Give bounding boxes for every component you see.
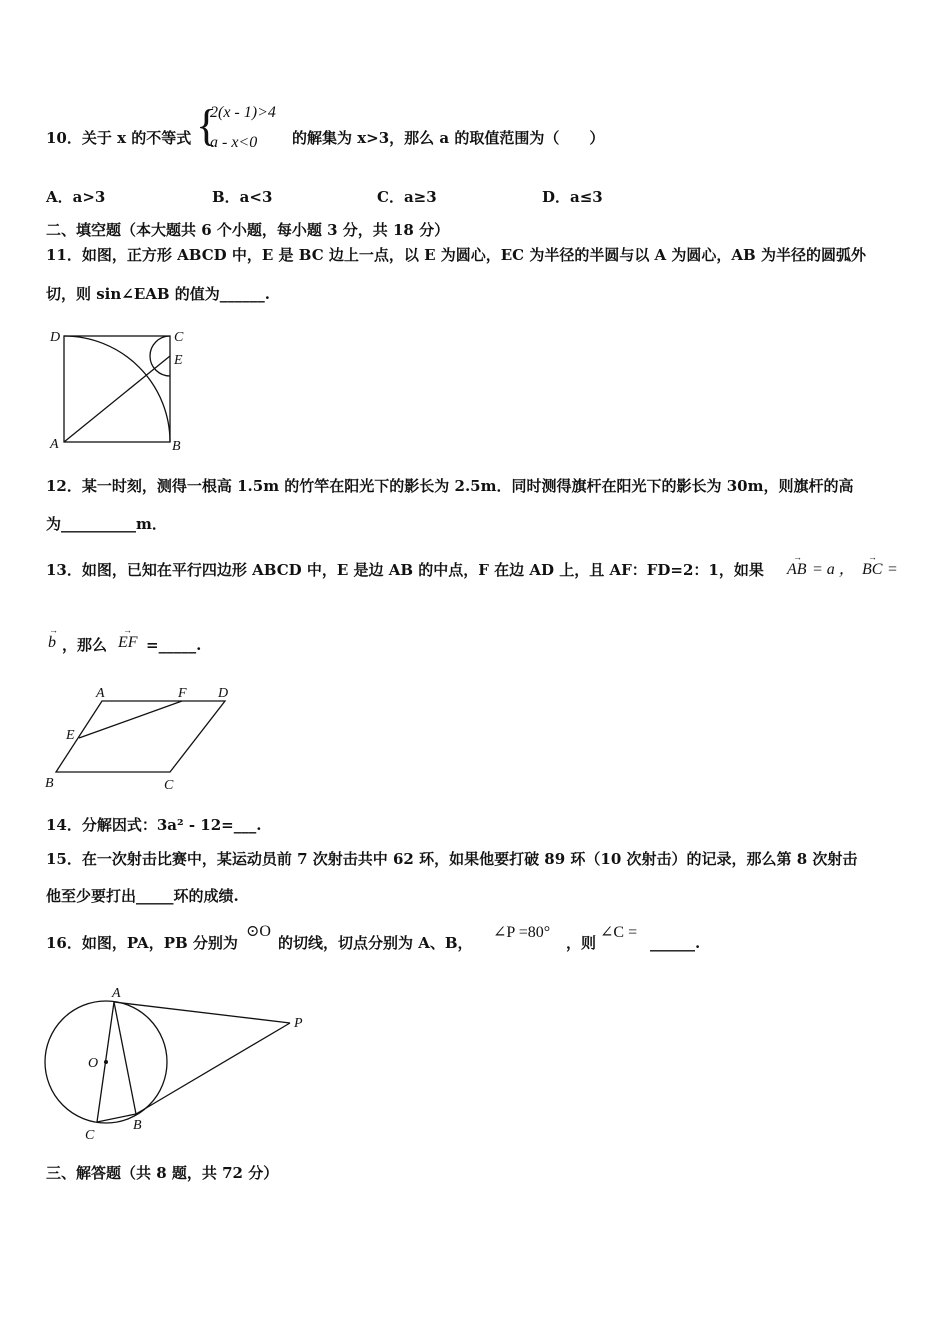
section2-heading: 二、填空题（本大题共 6 个小题，每小题 3 分，共 18 分） xyxy=(46,221,450,239)
q11-line1: 11．如图，正方形 ABCD 中，E 是 BC 边上一点，以 E 为圆心，EC 为半径的半圆与以 A 为圆心，AB 为半径的圆弧外 xyxy=(46,246,866,264)
label-b: B xyxy=(133,1118,142,1133)
tangent-pb xyxy=(136,1023,290,1114)
q11-square-figure xyxy=(44,326,204,456)
q13-line2-mid: ，那么 xyxy=(62,636,108,654)
angle-p: ∠P =80° xyxy=(493,924,551,941)
vector-ef: → EF xyxy=(118,625,138,651)
q13-eq-end: = xyxy=(888,561,898,578)
segment-ef xyxy=(79,701,182,738)
q14-text: 14．分解因式：3a² - 12=___. xyxy=(46,816,262,834)
q15-line1: 15．在一次射击比赛中，某运动员前 7 次射击共中 62 环，如果他要打破 89 环（10 次射击）的记录，那么第 8 次射击 xyxy=(46,850,858,868)
vector-ab: → AB xyxy=(787,552,807,578)
q13-parallelogram-figure xyxy=(42,683,242,798)
vector-b: → b xyxy=(48,625,58,651)
label-a: A xyxy=(112,986,121,1001)
q16-then: ，则 xyxy=(566,934,597,952)
label-c: C xyxy=(85,1128,95,1143)
q12-line2: 为__________m． xyxy=(46,515,167,533)
label-b: B xyxy=(172,439,181,454)
vector-bc: → BC xyxy=(862,552,883,578)
q16-circle-figure xyxy=(40,985,320,1145)
label-e: E xyxy=(66,728,75,743)
label-o: O xyxy=(88,1056,99,1071)
system-brace: { xyxy=(196,101,218,150)
q13-line2-end: =_____. xyxy=(146,636,202,654)
label-e: E xyxy=(174,353,183,368)
q10-prefix: 10．关于 x 的不等式 xyxy=(46,129,192,147)
q10-option-d: D．a≤3 xyxy=(542,188,603,206)
label-a: A xyxy=(96,686,105,701)
label-c: C xyxy=(174,330,184,345)
q10-suffix: 的解集为 x>3，那么 a 的取值范围为（ ） xyxy=(292,129,605,147)
segment-ae xyxy=(64,356,170,442)
q13-eq-a: = a ， xyxy=(812,561,855,578)
label-p: P xyxy=(294,1016,303,1031)
q15-line2: 他至少要打出_____环的成绩. xyxy=(46,887,239,905)
q10-option-a: A．a>3 xyxy=(46,188,106,206)
q13-line1: 13．如图，已知在平行四边形 ABCD 中，E 是边 AB 的中点，F 在边 AD 上，且 AF：FD=2：1，如果 xyxy=(46,561,764,579)
tangent-pa xyxy=(114,1002,290,1023)
label-d: D xyxy=(50,330,61,345)
q12-line1: 12．某一时刻，测得一根高 1.5m 的竹竿在阳光下的影长为 2.5m．同时测得旗杆在阳光下的影长为 30m，则旗杆的高 xyxy=(46,477,854,495)
square-abcd xyxy=(64,336,170,442)
q10-option-b: B．a<3 xyxy=(212,188,273,206)
chord-ac xyxy=(97,1002,114,1122)
label-f: F xyxy=(178,686,187,701)
section3-heading: 三、解答题（共 8 题，共 72 分） xyxy=(46,1164,279,1182)
q16-prefix: 16．如图，PA，PB 分别为 xyxy=(46,934,238,952)
chord-ab xyxy=(114,1002,136,1114)
arc-centered-a xyxy=(64,336,170,442)
q10-system-line1: 2(x - 1)>4 xyxy=(210,104,276,121)
label-c: C xyxy=(164,778,174,793)
q16-blank: ______. xyxy=(650,934,701,952)
circle-o-symbol: ⊙O xyxy=(246,923,271,940)
q10-system-line2: a - x<0 xyxy=(210,134,258,151)
q11-line2: 切，则 sin∠EAB 的值为______. xyxy=(46,285,271,303)
q16-mid: 的切线，切点分别为 A、B， xyxy=(278,934,473,952)
label-b: B xyxy=(45,776,54,791)
label-a: A xyxy=(50,437,59,452)
q10-option-c: C．a≥3 xyxy=(377,188,437,206)
label-d: D xyxy=(218,686,229,701)
angle-c: ∠C = xyxy=(600,924,638,941)
